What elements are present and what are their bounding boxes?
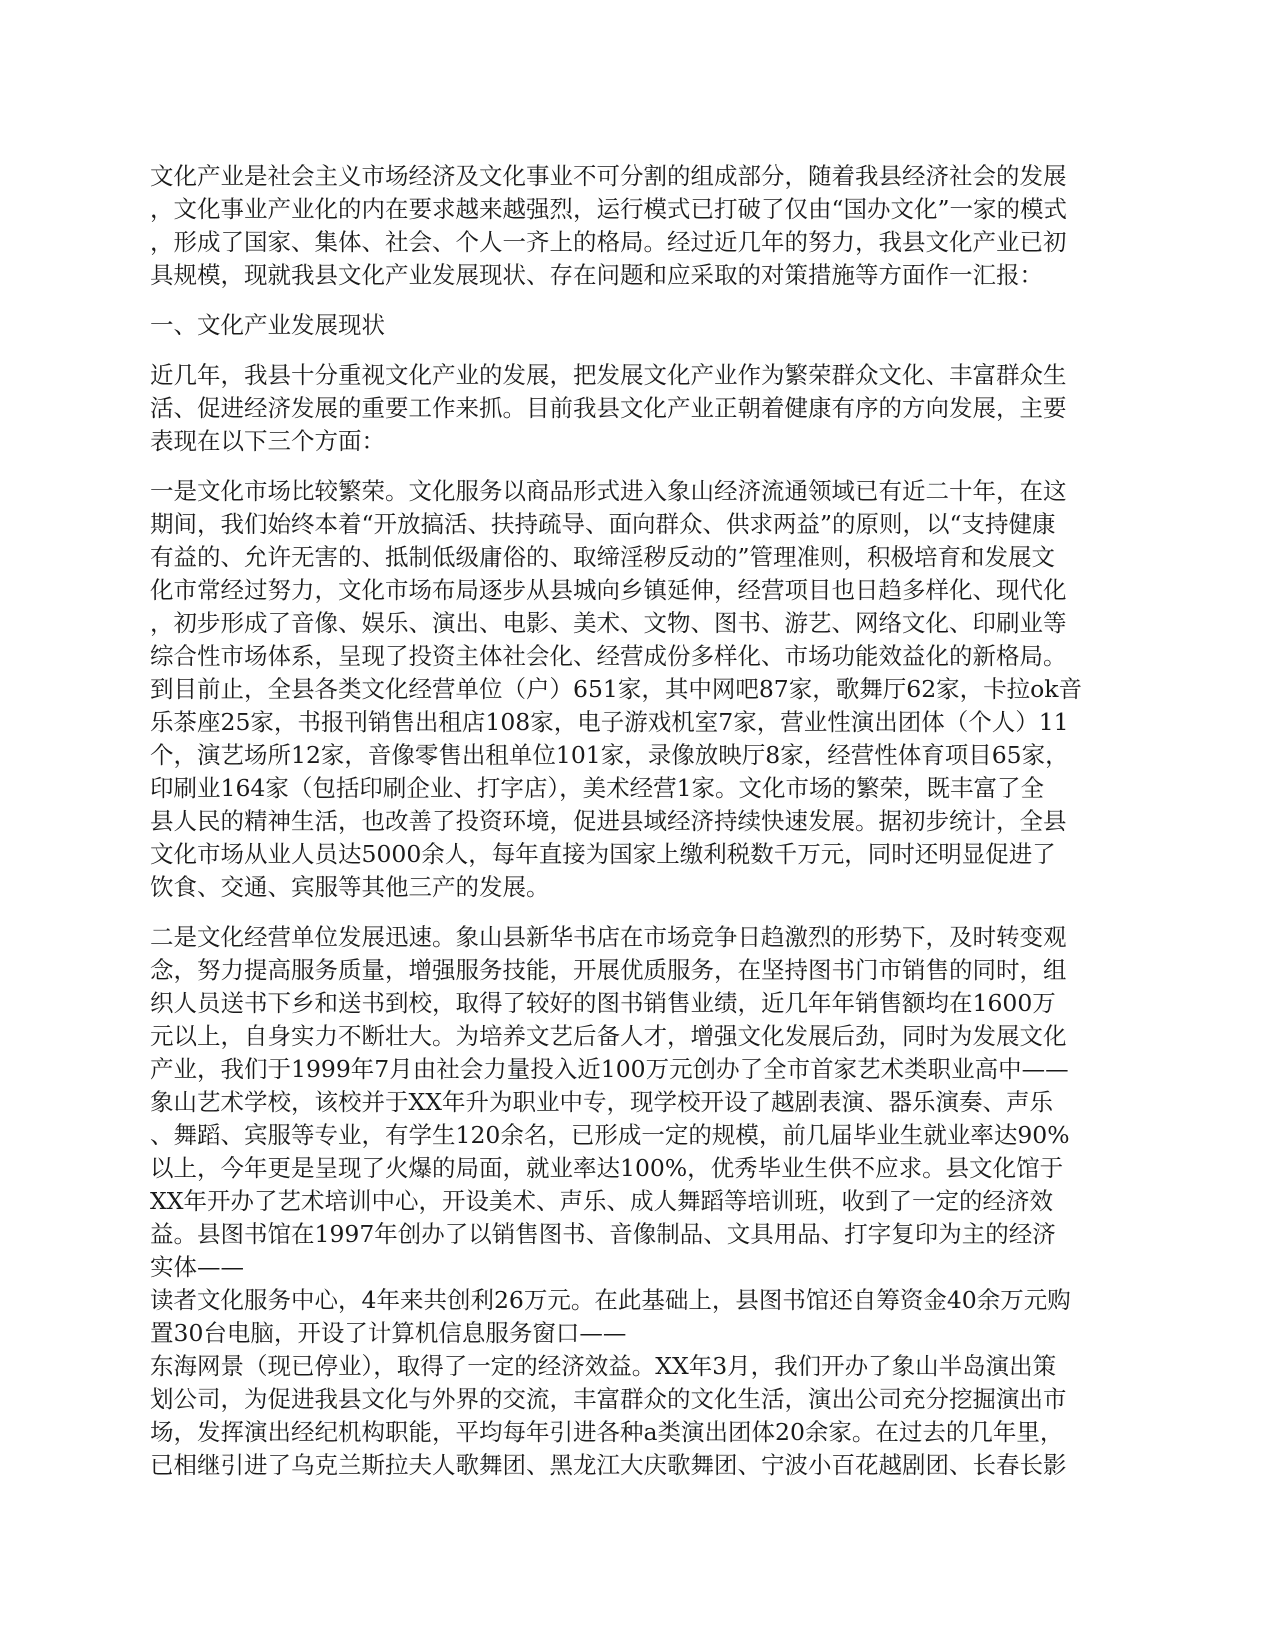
document-body xyxy=(150,160,1125,1499)
intro-paragraph: 文化产业是社会主义市场经济及文化事业不可分割的组成部分，随着我县经济社会的发展 ，文化事业产业化的内在要求越来越强烈，运行模式已打破了仅由“国办文化”一家的模式 ，形成了国家、集体、社会、个人一齐上的格局。经过近几年的努力，我县文化产业已初 具规模，现就我县文化产业发展现状、存在问题和应采取的对策措施等方面作一汇报： xyxy=(150,162,1068,289)
business-units-paragraph: 二是文化经营单位发展迅速。象山县新华书店在市场竞争日趋激烈的形势下，及时转变观 念，努力提高服务质量，增强服务技能，开展优质服务，在坚持图书门市销售的同时，组 织人员送书下乡和送书到校，取得了较好的图书销售业绩，近几年年销售额均在1600万 元以上，自身实力不断壮大。为培养文艺后备人才，增强文化发展后劲，同时为发展文化 产业，我们于1999年7月由社会力量投入近100万元创办了全市首家艺术类职业高中—— 象山艺术学校，该校并于XX年升为职业中专，现学校开设了越剧表演、器乐演奏、声乐 、舞蹈、宾服等专业，有学生120余名，已形成一定的规模，前几届毕业生就业率达90% 以上，今年更是呈现了火爆的局面，就业率达100%，优秀毕业生供不应求。县文化馆于 XX年开办了艺术培训中心，开设美术、声乐、成人舞蹈等培训班，收到了一定的经济效 益。县图书馆在1997年创办了以销售图书、音像制品、文具用品、打字复印为主的经济 实体—— 读者文化服务中心，4年来共创利26万元。在此基础上，县图书馆还自筹资金40余万元购 置30台电脑，开设了计算机信息服务窗口—— 东海网景（现已停业），取得了一定的经济效益。XX年3月，我们开办了象山半岛演出策 划公司，为促进我县文化与外界的交流，丰富群众的文化生活，演出公司充分挖掘演出市 场，发挥演出经纪机构职能，平均每年引进各种a类演出团体20余家。在过去的几年里， 已相继引进了乌克兰斯拉夫人歌舞团、黑龙江大庆歌舞团、宁波小百花越剧团、长春长影 xyxy=(150,923,1071,1479)
section-intro-paragraph: 近几年，我县十分重视文化产业的发展，把发展文化产业作为繁荣群众文化、丰富群众生 活、促进经济发展的重要工作来抓。目前我县文化产业正朝着健康有序的方向发展，主要 表现在以下三个方面： xyxy=(150,361,1067,455)
market-paragraph: 一是文化市场比较繁荣。文化服务以商品形式进入象山经济流通领域已有近二十年，在这 期间，我们始终本着“开放搞活、扶持疏导、面向群众、供求两益”的原则，以“支持健康 有益的、允许无害的、抵制低级庸俗的、取缔淫秽反动的”管理准则，积极培育和发展文 化市常经过努力，文化市场布局逐步从县城向乡镇延伸，经营项目也日趋多样化、现代化 ，初步形成了音像、娱乐、演出、电影、美术、文物、图书、游艺、网络文化、印刷业等 综合性市场体系，呈现了投资主体社会化、经营成份多样化、市场功能效益化的新格局。 到目前止，全县各类文化经营单位（户）651家，其中网吧87家，歌舞厅62家，卡拉ok音 乐茶座25家，书报刊销售出租店108家，电子游戏机室7家，营业性演出团体（个人）11 个，演艺场所12家，音像零售出租单位101家，录像放映厅8家，经营性体育项目65家， 印刷业164家（包括印刷企业、打字店），美术经营1家。文化市场的繁荣，既丰富了全 县人民的精神生活，也改善了投资环境，促进县域经济持续快速发展。据初步统计，全县 文化市场从业人员达5000余人，每年直接为国家上缴利税数千万元，同时还明显促进了 饮食、交通、宾服等其他三产的发展。 xyxy=(150,477,1083,901)
section-heading: 一、文化产业发展现状 xyxy=(150,311,385,339)
